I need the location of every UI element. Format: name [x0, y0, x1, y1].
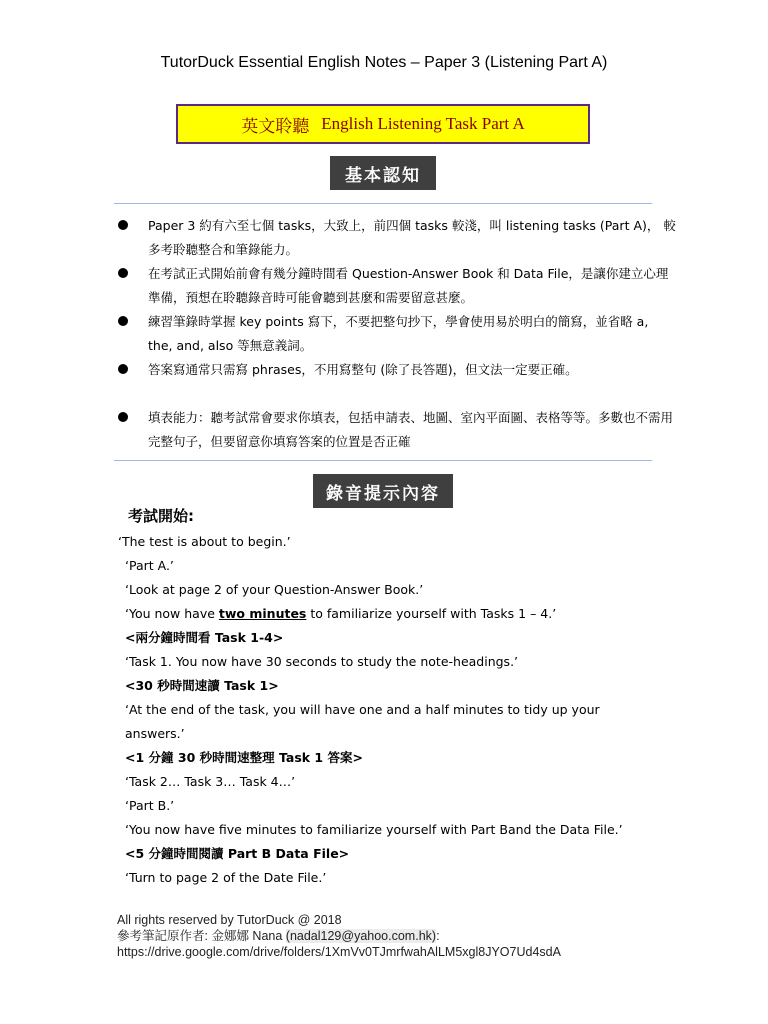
title-banner [176, 104, 590, 144]
author-text: : [436, 929, 440, 943]
script-line: ‘Part B.’ [125, 798, 175, 813]
script-line: ‘At the end of the task, you will have one and a half minutes to tidy up your answers.’ [125, 702, 600, 741]
section-heading-basics: 基本認知 [330, 156, 436, 190]
script-line: ‘You now have five minutes to familiarize yourself with Part Band the Data File.’ [125, 822, 623, 837]
recording-script [118, 530, 638, 890]
divider-line [114, 460, 652, 461]
bullet-text: 在考試正式開始前會有幾分鐘時間看 Question-Answer Book 和 Data File，是讓你建立心理準備，預想在聆聽錄音時可能會聽到甚麼和需要留意甚麼。 [148, 266, 669, 305]
divider-line [114, 203, 652, 204]
copyright-text: All rights reserved by TutorDuck @ 2018 [117, 913, 342, 927]
section-heading-recording: 錄音提示內容 [313, 474, 453, 508]
emphasis-text: two minutes [218, 606, 307, 621]
author-text: 參考筆記原作者: 金娜娜 Nana [117, 929, 286, 943]
bullet-text: 練習筆錄時掌握 key points 寫下，不要把整句抄下，學會使用易於明白的簡寫，並省略 a, the, and, also 等無意義詞。 [148, 314, 649, 353]
banner-english-title: English Listening Task Part A [321, 114, 525, 133]
script-note: <30 秒時間速讀 Task 1> [125, 678, 279, 693]
banner-chinese-title: 英文聆聽 [241, 116, 310, 137]
script-line [118, 602, 638, 626]
script-note: <兩分鐘時間看 Task 1-4> [125, 630, 284, 645]
author-email[interactable]: (nadal129@yahoo.com.hk) [285, 929, 437, 943]
script-line: ‘The test is about to begin.’ [118, 534, 291, 549]
bullet-icon [118, 220, 128, 230]
script-line: ‘Look at page 2 of your Question-Answer Book.’ [125, 582, 424, 597]
bullet-text: 填表能力：聽考試常會要求你填表，包括申請表、地圖、室內平面圖、表格等等。多數也不需用完整句子，但要留意你填寫答案的位置是否正確 [148, 410, 674, 449]
script-line: ‘Part A.’ [125, 558, 174, 573]
bullet-icon [118, 316, 128, 326]
list-item [116, 262, 676, 310]
footer [117, 912, 561, 960]
list-item [116, 310, 676, 358]
script-text: ‘You now have [125, 606, 219, 621]
bullet-text: 答案寫通常只需寫 phrases，不用寫整句 (除了長答題)，但文法一定要正確。 [148, 362, 578, 377]
list-item [116, 358, 676, 406]
bullet-icon [118, 268, 128, 278]
list-item [116, 406, 676, 454]
drive-link[interactable]: https://drive.google.com/drive/folders/1XmVv0TJmrfwahAlLM5xgl8JYO7Ud4sdA [117, 945, 561, 959]
script-note: <5 分鐘時間閱讀 Part B Data File> [125, 846, 350, 861]
document-header-title: TutorDuck Essential English Notes – Paper 3 (Listening Part A) [160, 54, 608, 71]
bullet-text: Paper 3 約有六至七個 tasks，大致上，前四個 tasks 較淺，叫 listening tasks (Part A)， 較多考聆聽整合和筆錄能力。 [148, 218, 676, 257]
script-line: ‘Task 2… Task 3… Task 4…’ [125, 774, 296, 789]
script-text: to familiarize yourself with Tasks 1 – 4.’ [306, 606, 557, 621]
script-line: ‘Task 1. You now have 30 seconds to study the note-headings.’ [125, 654, 519, 669]
script-line: ‘Turn to page 2 of the Date File.’ [125, 870, 327, 885]
bullet-icon [118, 364, 128, 374]
basics-bullet-list [116, 214, 676, 454]
script-note: <1 分鐘 30 秒時間速整理 Task 1 答案> [125, 750, 363, 765]
exam-start-heading: 考試開始: [128, 507, 194, 525]
list-item [116, 214, 676, 262]
bullet-icon [118, 412, 128, 422]
author-credit [117, 928, 561, 944]
